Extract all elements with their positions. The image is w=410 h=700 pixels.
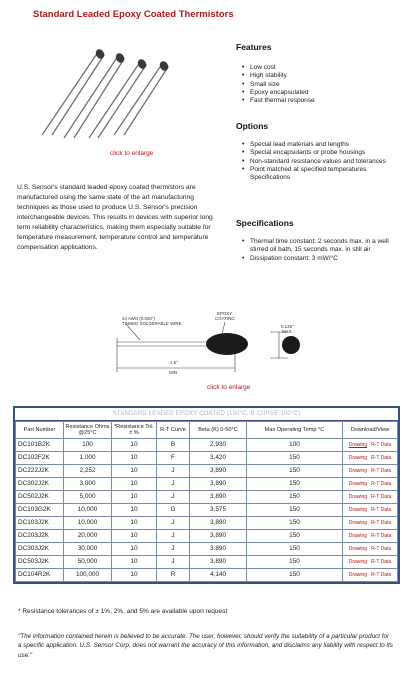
max-temp-cell: 150 [247,465,343,478]
disclaimer: "The information contained herein is believed to be accurate. The user, however, should verify the suitability of a particular product for a specific application. U.S. Sensor Corp. does not warrant the accuracy of this information, and disclaims any liability with respect to its use." [18,633,393,659]
part-number-cell: DC302J2K [16,478,64,491]
table-row [16,569,398,582]
tolerance-cell: 10 [112,569,157,582]
beta-cell: 3,575 [190,504,247,517]
rt-data-link[interactable]: R-T Data [371,454,392,461]
resistance-cell: 2,252 [64,465,112,478]
coating-label-2: COATING [215,316,235,321]
part-number-cell: DC222J2K [16,465,64,478]
photo-enlarge-link[interactable]: click to enlarge [110,150,154,157]
diameter-label-1: 0.125" [281,324,294,329]
beta-cell: 3,890 [190,465,247,478]
max-temp-cell: 150 [247,478,343,491]
beta-cell: 4,140 [190,569,247,582]
part-number-cell: DC303J2K [16,543,64,556]
thermistor-photo[interactable] [34,43,184,143]
options-list [240,141,395,183]
page-title: Standard Leaded Epoxy Coated Thermistors [33,9,234,20]
option-item: • Special lead materials and lengths [240,141,395,149]
rt-data-link[interactable]: R-T Data [371,506,392,513]
resistance-cell: 100,000 [64,569,112,582]
tolerance-cell: 10 [112,439,157,452]
specifications-heading: Specifications [236,218,294,228]
tolerance-cell: 10 [112,452,157,465]
beta-cell: 3,890 [190,530,247,543]
download-cell [343,478,398,491]
rt-curve-cell: J [157,465,190,478]
intro-paragraph: U.S. Sensor's standard leaded epoxy coated thermistors are manufactured using the same state of the art manufacturing techniques as those used to produce U.S. Sensor's precision interchangeable devices. This results in devices with superior long term reliability characteristics, making them especially suitable for temperature measurement, temperature control and temperature compensation applications. [17,184,213,252]
spec-item: • Thermal time constant: 2 seconds max. in a well stirred oil bath, 15 seconds max. in still air [240,238,395,255]
specifications-list [240,238,395,263]
part-number-cell: DC503J2K [16,556,64,569]
epoxy-bead-side [206,333,248,355]
table-row [16,452,398,465]
download-cell [343,491,398,504]
beta-cell: 3,890 [190,491,247,504]
drawing-link[interactable]: Drawing [348,467,368,474]
download-cell [343,543,398,556]
col-header-tolerance: *Resistance Tol. ± % [112,422,157,439]
download-cell [343,556,398,569]
options-heading: Options [236,121,269,131]
drawing-link[interactable]: Drawing [348,493,368,500]
col-header-max-temp: Max Operating Temp °C [247,422,343,439]
drawing-link[interactable]: Drawing [348,506,368,513]
rt-data-link[interactable]: R-T Data [371,480,392,487]
rt-curve-cell: J [157,556,190,569]
tolerance-cell: 10 [112,543,157,556]
option-item: • Point matched at specified temperatures Specifications [240,166,395,183]
max-temp-cell: 150 [247,543,343,556]
table-header-row [16,422,398,439]
table-row [16,530,398,543]
download-cell [343,569,398,582]
rt-curve-cell: G [157,504,190,517]
option-item: • Special encapsulants or probe housings [240,149,395,157]
feature-item: • Fast thermal response [240,97,400,105]
max-temp-cell: 150 [247,517,343,530]
rt-curve-cell: R [157,569,190,582]
rt-curve-cell: B [157,439,190,452]
rt-curve-cell: J [157,491,190,504]
max-temp-cell: 100 [247,439,343,452]
spec-item: • Dissipation constant: 3 mW/°C [240,255,395,263]
resistance-cell: 20,000 [64,530,112,543]
rt-curve-cell: J [157,530,190,543]
col-header-rt-curve: R-T Curve [157,422,190,439]
tolerance-footnote: * Resistance tolerances of ± 1%, 2%, and 5% are available upon request [18,608,228,615]
rt-data-link[interactable]: R-T Data [371,493,392,500]
drawing-link[interactable]: Drawing [348,480,368,487]
tolerance-cell: 10 [112,478,157,491]
part-number-cell: DC102F2K [16,452,64,465]
col-header-part-number: Part Number [16,422,64,439]
rt-data-link[interactable]: R-T Data [371,519,392,526]
rt-data-link[interactable]: R-T Data [371,441,392,448]
col-header-beta: Beta (K) 0-50°C [190,422,247,439]
rt-curve-cell: J [157,478,190,491]
rt-data-link[interactable]: R-T Data [371,467,392,474]
beta-cell: 2,930 [190,439,247,452]
max-temp-cell: 150 [247,504,343,517]
tolerance-cell: 10 [112,465,157,478]
feature-item: • Epoxy encapsulated [240,89,400,97]
tolerance-cell: 10 [112,491,157,504]
tolerance-cell: 10 [112,517,157,530]
part-number-cell: DC502J2K [16,491,64,504]
table-row [16,439,398,452]
download-cell [343,504,398,517]
feature-item: • High stability [240,72,400,80]
max-temp-cell: 150 [247,569,343,582]
download-cell [343,452,398,465]
col-header-resistance: Resistance Ohms @25°C [64,422,112,439]
feature-item: • Small size [240,81,400,89]
diagram-enlarge-link[interactable]: click to enlarge [207,384,251,391]
diameter-label-2: MAX [282,329,292,334]
drawing-link[interactable]: Drawing [348,558,368,565]
rt-data-link[interactable]: R-T Data [371,558,392,565]
rt-data-link[interactable]: R-T Data [371,545,392,552]
thermistor-photo-image [34,43,184,143]
beta-cell: 3,890 [190,517,247,530]
beta-cell: 3,890 [190,478,247,491]
download-cell [343,439,398,452]
table-row [16,465,398,478]
epoxy-bead-end [282,336,300,354]
max-temp-cell: 150 [247,530,343,543]
part-number-cell: DC103G2K [16,504,64,517]
dimension-diagram[interactable] [100,310,320,380]
max-temp-cell: 150 [247,452,343,465]
part-number-cell: DC203J2K [16,530,64,543]
drawing-link[interactable]: Drawing [348,532,368,539]
resistance-cell: 30,000 [64,543,112,556]
table-caption: STANDARD LEADED EPOXY COATED (150°C, B CURVE 100°C) [15,408,398,421]
tolerance-cell: 10 [112,530,157,543]
resistance-cell: 10,000 [64,517,112,530]
part-number-cell: DC104R2K [16,569,64,582]
max-temp-cell: 150 [247,491,343,504]
table-row [16,478,398,491]
wire-label-2: TINNED SOLDERABLE WIRE [122,321,182,326]
option-item: • Non-standard resistance values and tolerances [240,158,395,166]
drawing-link[interactable]: Drawing [348,545,368,552]
coating-label-1: EPOXY [217,311,233,316]
drawing-link[interactable]: Drawing [348,519,368,526]
resistance-cell: 1,000 [64,452,112,465]
table-body [16,439,398,582]
resistance-cell: 3,000 [64,478,112,491]
rt-curve-cell: F [157,452,190,465]
resistance-cell: 5,000 [64,491,112,504]
wire-label-1: 24 AWG (0.020") [122,316,155,321]
feature-item: • Low cost [240,64,400,72]
resistance-cell: 100 [64,439,112,452]
drawing-link[interactable]: Drawing [348,571,368,578]
beta-cell: 3,890 [190,556,247,569]
tolerance-cell: 10 [112,504,157,517]
drawing-link[interactable]: Drawing [348,454,368,461]
rt-data-link[interactable]: R-T Data [371,571,392,578]
length-label-1: 1.5" [170,360,178,365]
rt-curve-cell: J [157,543,190,556]
download-cell [343,465,398,478]
tolerance-cell: 10 [112,556,157,569]
length-label-2: MIN [169,370,178,375]
table-row [16,517,398,530]
rt-data-link[interactable]: R-T Data [371,532,392,539]
table-row [16,491,398,504]
table-row [16,504,398,517]
download-cell [343,517,398,530]
col-header-download: Download/View [343,422,398,439]
thermistor-table [13,406,400,584]
table-row [16,556,398,569]
drawing-link[interactable]: Drawing [348,441,368,448]
resistance-cell: 10,000 [64,504,112,517]
rt-curve-cell: J [157,517,190,530]
beta-cell: 3,420 [190,452,247,465]
part-number-cell: DC103J2K [16,517,64,530]
resistance-cell: 50,000 [64,556,112,569]
features-heading: Features [236,42,272,52]
features-list [240,64,400,106]
max-temp-cell: 150 [247,556,343,569]
beta-cell: 3,890 [190,543,247,556]
table-row [16,543,398,556]
part-number-cell: DC101B2K [16,439,64,452]
dimension-drawing [100,310,320,380]
download-cell [343,530,398,543]
